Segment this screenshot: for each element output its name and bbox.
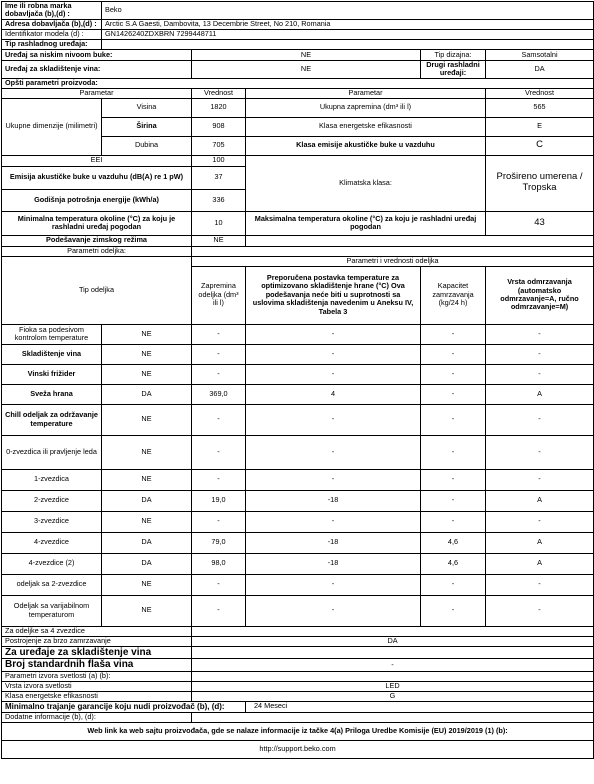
weblink-label: Web link ka web sajtu proizvođača, gde se nalaze informacije iz tačke 4(a) Priloga Uredbe Komisije (EU) 2019/2019 (1) (b):	[2, 722, 594, 740]
supplier-address-value: Arctic S.A Gaesti, Dambovita, 13 Decembrie Street, No 210, Romania	[102, 19, 594, 29]
compartment-volume: -	[192, 574, 246, 595]
model-identifier-label: Identifikator modela (d) :	[2, 29, 102, 39]
compartment-capacity: -	[421, 511, 486, 532]
energy-class-label: Klasa energetske efikasnosti	[246, 117, 486, 136]
design-type-label: Tip dizajna:	[421, 49, 486, 60]
depth-label: Dubina	[102, 136, 192, 155]
compartment-present: NE	[102, 469, 192, 490]
compartment-defrost: -	[486, 574, 594, 595]
compartment-temp: -	[246, 404, 421, 435]
compartment-capacity: -	[421, 469, 486, 490]
light-type-label: Vrsta izvora svetlosti	[2, 681, 192, 691]
additional-info-blank	[192, 712, 594, 722]
compartment-capacity: -	[421, 435, 486, 469]
compartment-temp: -18	[246, 532, 421, 553]
compartment-present: NE	[102, 404, 192, 435]
max-temp-value: 43	[486, 211, 594, 235]
compartment-name: Vinski frižider	[2, 364, 102, 384]
eei-value: 100	[192, 155, 246, 166]
compartment-present: DA	[102, 384, 192, 404]
compartment-params-label: Parametri odeljka:	[2, 246, 192, 256]
compartment-name: 4-zvezdice (2)	[2, 553, 102, 574]
compartment-volume: -	[192, 324, 246, 344]
supplier-address-label: Adresa dobavljača (b),(d) :	[2, 19, 102, 29]
light-params-blank	[192, 671, 594, 681]
wine-storage-value: NE	[192, 60, 421, 78]
total-volume-value: 565	[486, 98, 594, 117]
compartment-capacity: -	[421, 574, 486, 595]
compartment-name: Odeljak sa varijabilnom temperaturom	[2, 595, 102, 626]
compartment-defrost: -	[486, 435, 594, 469]
compartment-capacity: 4,6	[421, 553, 486, 574]
compartment-defrost: -	[486, 364, 594, 384]
min-temp-label: Minimalna temperatura okoline (°C) za koju je rashladni uređaj pogodan	[2, 211, 192, 235]
compartment-defrost: A	[486, 490, 594, 511]
compartment-volume: -	[192, 364, 246, 384]
width-label: Širina	[102, 117, 192, 136]
compartment-capacity: -	[421, 384, 486, 404]
compartment-present: NE	[102, 511, 192, 532]
compartment-volume: -	[192, 344, 246, 364]
winter-mode-blank	[246, 235, 594, 246]
wine-section-blank	[192, 646, 594, 659]
noise-class-value: C	[486, 136, 594, 155]
compartment-capacity: -	[421, 595, 486, 626]
climate-class-label: Klimatska klasa:	[246, 155, 486, 211]
compartment-name: 4-zvezdice	[2, 532, 102, 553]
height-value: 1820	[192, 98, 246, 117]
appliance-type-label: Tip rashladnog uređaja:	[2, 39, 102, 49]
compartment-temp: -	[246, 364, 421, 384]
compartment-volume: -	[192, 595, 246, 626]
min-temp-value: 10	[192, 211, 246, 235]
compartment-volume-header: Zapremina odeljka (dm³ ili l)	[192, 266, 246, 324]
compartment-temp: -	[246, 574, 421, 595]
param-header: Parametar	[2, 88, 192, 98]
compartment-defrost: A	[486, 532, 594, 553]
compartment-volume: -	[192, 404, 246, 435]
compartment-temp: -18	[246, 490, 421, 511]
width-value: 908	[192, 117, 246, 136]
warranty-label: Minimalno trajanje garancije koju nudi proizvođač (b), (d):	[2, 701, 246, 712]
warranty-value: 24 Meseci	[246, 701, 594, 712]
compartment-temp: -	[246, 435, 421, 469]
winter-mode-value: NE	[192, 235, 246, 246]
compartment-volume: -	[192, 469, 246, 490]
compartment-volume: 19,0	[192, 490, 246, 511]
wine-bottles-label: Broj standardnih flaša vina	[2, 659, 192, 672]
noise-class-label: Klasa emisije akustičke buke u vazduhu	[246, 136, 486, 155]
product-sheet-table	[1, 1, 594, 759]
fast-freeze-label: Postrojenje za brzo zamrzavanje	[2, 636, 192, 646]
compartment-name: Skladištenje vina	[2, 344, 102, 364]
compartment-defrost: -	[486, 404, 594, 435]
design-type-value: Samsotalni	[486, 49, 594, 60]
climate-class-value: Prošireno umerena / Tropska	[486, 155, 594, 211]
compartment-name: odeljak sa 2-zvezdice	[2, 574, 102, 595]
compartment-name: 3-zvezdice	[2, 511, 102, 532]
compartment-defrost: -	[486, 511, 594, 532]
compartment-temp: -	[246, 595, 421, 626]
compartment-defrost: -	[486, 469, 594, 490]
compartment-defrost: -	[486, 324, 594, 344]
supplier-name-value: Beko	[102, 2, 594, 20]
value-header-right: Vrednost	[486, 88, 594, 98]
compartment-name: Fioka sa podesivom kontrolom temperature	[2, 324, 102, 344]
height-label: Visina	[102, 98, 192, 117]
fast-freeze-value: DA	[192, 636, 594, 646]
param-header-right: Parametar	[246, 88, 486, 98]
dimensions-label: Ukupne dimenzije (milimetri)	[2, 98, 102, 155]
light-class-value: G	[192, 691, 594, 701]
compartment-temp: -	[246, 469, 421, 490]
compartment-present: NE	[102, 574, 192, 595]
compartment-name: 2-zvezdice	[2, 490, 102, 511]
compartment-defrost: A	[486, 553, 594, 574]
compartment-volume: 369,0	[192, 384, 246, 404]
compartment-temp-header: Preporučena postavka temperature za optimizovano skladištenje hrane (°C) Ova podešavanja neće biti u suprotnosti sa uslovima skladištenja navedenim u Aneksu IV, Tabela 3	[246, 266, 421, 324]
compartment-name: 1-zvezdica	[2, 469, 102, 490]
weblink-value[interactable]: http://support.beko.com	[2, 740, 594, 758]
compartment-temp: -	[246, 511, 421, 532]
light-params-title: Parametri izvora svetlosti (a) (b):	[2, 671, 192, 681]
compartment-volume: -	[192, 511, 246, 532]
compartment-defrost: A	[486, 384, 594, 404]
model-identifier-value: GN1426240ZDXBRN 7299448711	[102, 29, 594, 39]
compartment-present: DA	[102, 553, 192, 574]
other-appliances-label: Drugi rashladni uređaji:	[421, 60, 486, 78]
compartment-defrost-header: Vrsta odmrzavanja (automatsko odmrzavanje=A, ručno odmrzavanje=M)	[486, 266, 594, 324]
compartment-capacity: -	[421, 344, 486, 364]
four-star-label: Za odeljke sa 4 zvezdice	[2, 626, 192, 636]
compartment-temp: 4	[246, 384, 421, 404]
wine-bottles-value: -	[192, 659, 594, 672]
compartment-present: DA	[102, 532, 192, 553]
compartment-capacity: -	[421, 404, 486, 435]
compartment-name: Sveža hrana	[2, 384, 102, 404]
four-star-blank	[192, 626, 594, 636]
wine-storage-label: Uređaj za skladištenje vina:	[2, 60, 192, 78]
low-noise-label: Uređaj sa niskim nivoom buke:	[2, 49, 192, 60]
wine-section-title: Za uređaje za skladištenje vina	[2, 646, 192, 659]
compartment-temp: -	[246, 344, 421, 364]
compartment-type-header: Tip odeljka	[2, 256, 192, 324]
compartment-params-values-header: Parametri i vrednosti odeljka	[192, 256, 594, 266]
compartment-temp: -18	[246, 553, 421, 574]
eei-label: EEI	[2, 155, 192, 166]
total-volume-label: Ukupna zapremina (dm³ ili l)	[246, 98, 486, 117]
depth-value: 705	[192, 136, 246, 155]
compartment-volume: 79,0	[192, 532, 246, 553]
compartment-temp: -	[246, 324, 421, 344]
compartment-present: NE	[102, 344, 192, 364]
compartment-capacity-header: Kapacitet zamrzavanja (kg/24 h)	[421, 266, 486, 324]
compartment-capacity: 4,6	[421, 532, 486, 553]
compartment-volume: 98,0	[192, 553, 246, 574]
compartment-capacity: -	[421, 324, 486, 344]
compartment-volume: -	[192, 435, 246, 469]
compartment-capacity: -	[421, 364, 486, 384]
value-header: Vrednost	[192, 88, 246, 98]
noise-emission-label: Emisija akustičke buke u vazduhu (dB(A) re 1 pW)	[2, 166, 192, 189]
compartment-present: NE	[102, 595, 192, 626]
compartment-present: NE	[102, 435, 192, 469]
compartment-defrost: -	[486, 595, 594, 626]
compartment-present: NE	[102, 324, 192, 344]
other-appliances-value: DA	[486, 60, 594, 78]
general-params-title: Opšti parametri proizvoda:	[2, 78, 594, 88]
additional-info-label: Dodatne informacije (b), (d):	[2, 712, 192, 722]
compartment-capacity: -	[421, 490, 486, 511]
annual-energy-label: Godišnja potrošnja energije (kWh/a)	[2, 189, 192, 211]
annual-energy-value: 336	[192, 189, 246, 211]
compartment-defrost: -	[486, 344, 594, 364]
low-noise-value: NE	[192, 49, 421, 60]
energy-class-value: E	[486, 117, 594, 136]
product-information-sheet	[1, 1, 593, 782]
noise-emission-value: 37	[192, 166, 246, 189]
appliance-type-value	[102, 39, 594, 49]
compartment-present: NE	[102, 364, 192, 384]
supplier-name-label: Ime ili robna marka dobavljača (b),(d) :	[2, 2, 102, 20]
compartment-present: DA	[102, 490, 192, 511]
max-temp-label: Maksimalna temperatura okoline (°C) za koju je rashladni uređaj pogodan	[246, 211, 486, 235]
light-type-value: LED	[192, 681, 594, 691]
compartment-params-blank	[192, 246, 594, 256]
compartment-name: 0-zvezdica ili pravljenje leda	[2, 435, 102, 469]
light-class-label: Klasa energetske efikasnosti	[2, 691, 192, 701]
winter-mode-label: Podešavanje zimskog režima	[2, 235, 192, 246]
compartment-name: Chill odeljak za održavanje temperature	[2, 404, 102, 435]
